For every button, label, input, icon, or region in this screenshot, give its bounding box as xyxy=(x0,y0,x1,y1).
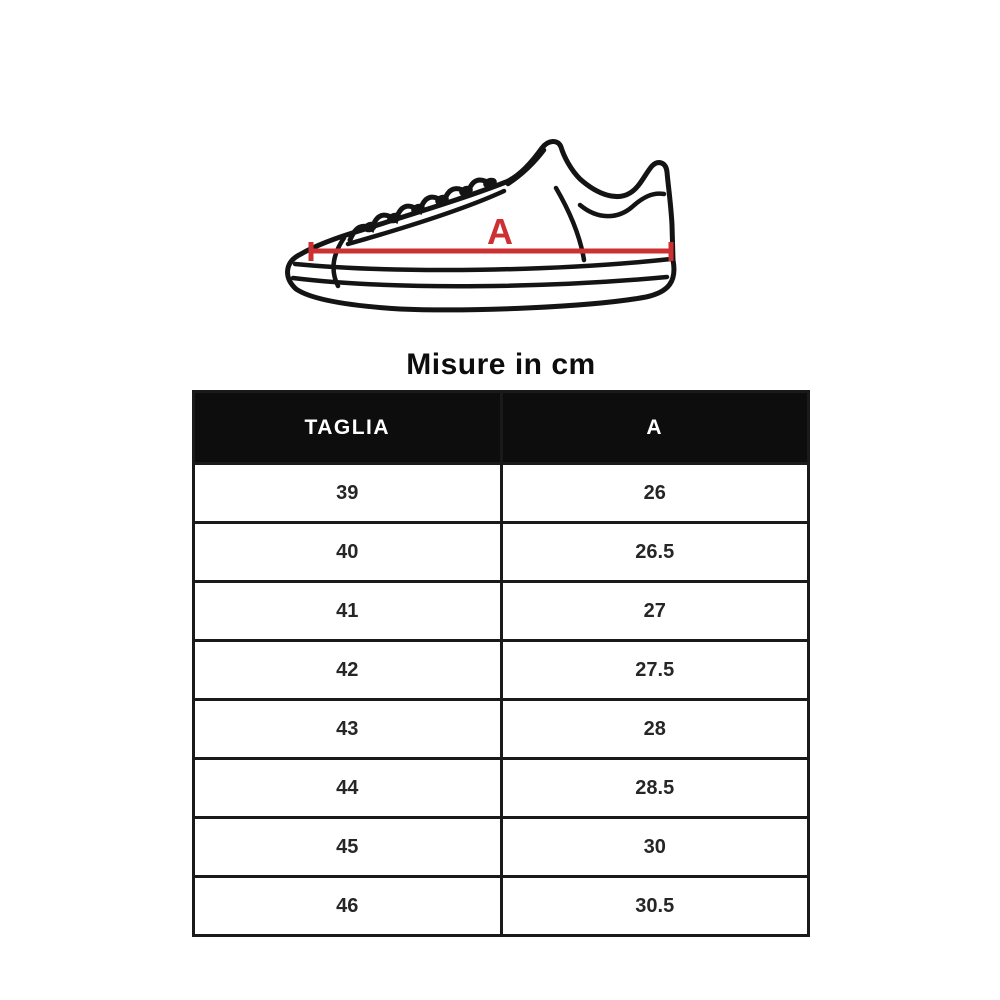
measurement-label: A xyxy=(487,211,513,252)
size-cell: 42 xyxy=(194,641,502,700)
page-title: Misure in cm xyxy=(406,348,596,381)
measure-cell: 26 xyxy=(501,464,809,523)
table-row xyxy=(194,523,809,582)
size-cell: 46 xyxy=(194,877,502,936)
shoe-diagram xyxy=(280,100,740,335)
table-row xyxy=(194,818,809,877)
measure-cell: 28 xyxy=(501,700,809,759)
size-table-body xyxy=(194,464,809,936)
table-row xyxy=(194,700,809,759)
table-row xyxy=(194,641,809,700)
size-cell: 40 xyxy=(194,523,502,582)
table-row xyxy=(194,464,809,523)
column-header-taglia: TAGLIA xyxy=(194,392,502,464)
size-cell: 41 xyxy=(194,582,502,641)
size-cell: 43 xyxy=(194,700,502,759)
table-row xyxy=(194,582,809,641)
size-cell: 44 xyxy=(194,759,502,818)
measure-cell: 30 xyxy=(501,818,809,877)
measure-cell: 30.5 xyxy=(501,877,809,936)
measure-cell: 28.5 xyxy=(501,759,809,818)
size-table-header xyxy=(194,392,809,464)
table-row xyxy=(194,877,809,936)
size-cell: 39 xyxy=(194,464,502,523)
measure-cell: 27.5 xyxy=(501,641,809,700)
size-cell: 45 xyxy=(194,818,502,877)
table-row xyxy=(194,759,809,818)
measure-cell: 26.5 xyxy=(501,523,809,582)
header-row xyxy=(194,392,809,464)
measure-cell: 27 xyxy=(501,582,809,641)
column-header-a: A xyxy=(501,392,809,464)
size-table xyxy=(192,390,810,937)
